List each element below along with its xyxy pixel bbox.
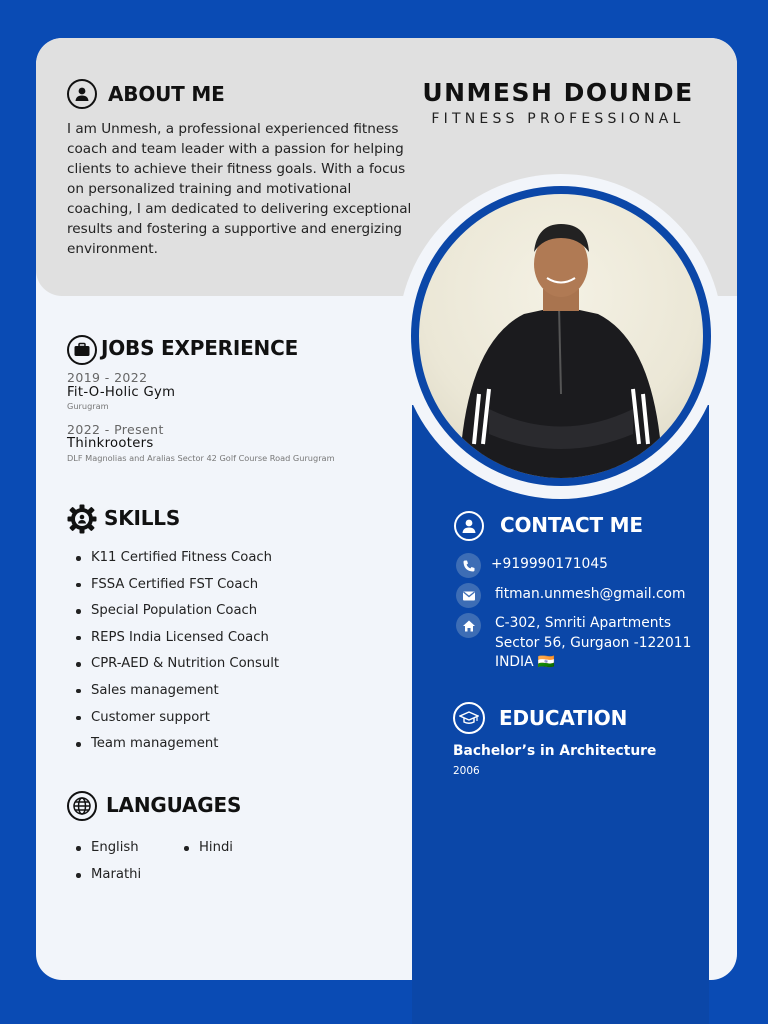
phone-icon bbox=[456, 553, 481, 578]
about-text: I am Unmesh, a professional experienced fitness coach and team leader with a passion for helping clients to achieve their fitness goals. With a focus on personalized training and motivational coaching, I am dedicated to delivering exceptional results and fostering a supportive and energizing environment. bbox=[67, 121, 412, 257]
envelope-icon bbox=[456, 583, 481, 608]
gear-person-icon bbox=[66, 503, 98, 535]
contact-address-line2: Sector 56, Gurgaon -122011 bbox=[495, 635, 692, 651]
contact-address-line3: INDIA 🇮🇳 bbox=[495, 654, 556, 670]
person-role: FITNESS PROFESSIONAL bbox=[431, 111, 685, 127]
list-item: Customer support bbox=[67, 709, 279, 736]
list-item: FSSA Certified FST Coach bbox=[67, 576, 279, 603]
list-item: CPR-AED & Nutrition Consult bbox=[67, 655, 279, 682]
list-item: English bbox=[67, 839, 139, 866]
languages-heading: LANGUAGES bbox=[106, 793, 242, 817]
list-item: REPS India Licensed Coach bbox=[67, 629, 279, 656]
list-item: Sales management bbox=[67, 682, 279, 709]
contact-address-line1: C-302, Smriti Apartments bbox=[495, 615, 672, 631]
job-location: DLF Magnolias and Aralias Sector 42 Golf Course Road Gurugram bbox=[67, 453, 335, 463]
job-dates: 2022 - Present bbox=[67, 422, 164, 437]
languages-list bbox=[175, 839, 233, 866]
skills-list bbox=[67, 549, 279, 762]
list-item: Marathi bbox=[67, 866, 141, 893]
globe-icon bbox=[67, 791, 97, 821]
about-heading: ABOUT ME bbox=[108, 82, 225, 106]
list-item: Special Population Coach bbox=[67, 602, 279, 629]
education-heading: EDUCATION bbox=[499, 706, 628, 730]
skills-heading: SKILLS bbox=[104, 506, 181, 530]
education-degree: Bachelor’s in Architecture bbox=[453, 743, 657, 759]
person-icon bbox=[454, 511, 484, 541]
list-item: K11 Certified Fitness Coach bbox=[67, 549, 279, 576]
languages-list bbox=[67, 866, 141, 893]
jobs-heading: JOBS EXPERIENCE bbox=[101, 336, 299, 360]
job-dates: 2019 - 2022 bbox=[67, 370, 148, 385]
contact-phone: +919990171045 bbox=[491, 556, 608, 572]
profile-photo bbox=[411, 186, 711, 486]
person-name: UNMESH DOUNDE bbox=[422, 78, 694, 107]
languages-list bbox=[67, 839, 139, 866]
graduation-cap-icon bbox=[453, 702, 485, 734]
job-company: Thinkrooters bbox=[67, 436, 154, 451]
list-item: Team management bbox=[67, 735, 279, 762]
briefcase-icon bbox=[67, 335, 97, 365]
person-icon bbox=[67, 79, 97, 109]
contact-email: fitman.unmesh@gmail.com bbox=[495, 586, 686, 602]
contact-heading: CONTACT ME bbox=[500, 513, 643, 537]
education-year: 2006 bbox=[453, 765, 480, 777]
home-icon bbox=[456, 613, 481, 638]
job-company: Fit-O-Holic Gym bbox=[67, 385, 176, 400]
list-item: Hindi bbox=[175, 839, 233, 866]
job-location: Gurugram bbox=[67, 401, 109, 411]
